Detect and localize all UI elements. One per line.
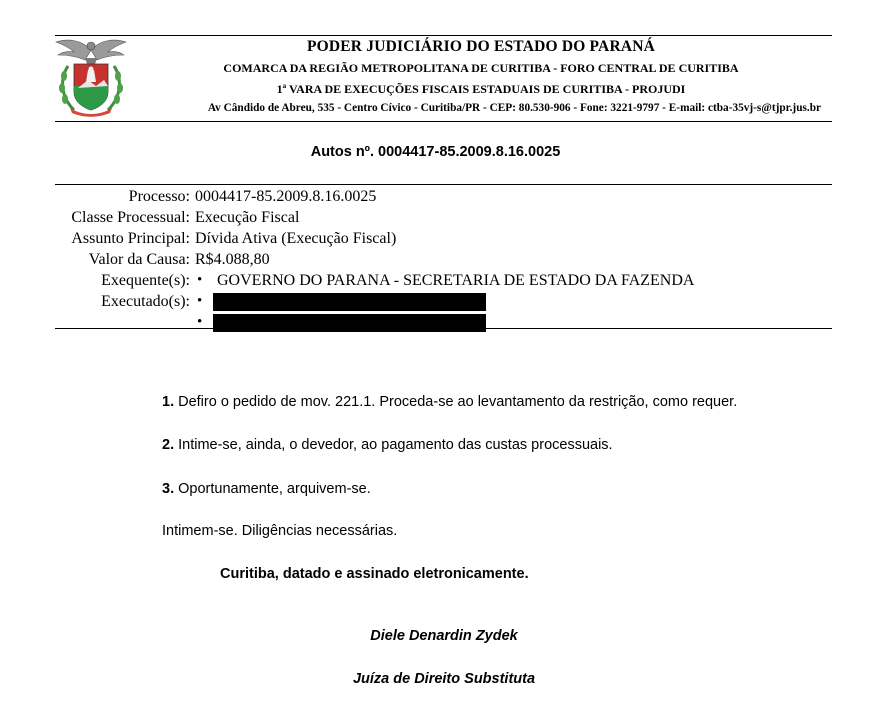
address-line: Av Cândido de Abreu, 535 - Centro Cívico - Curitiba/PR - CEP: 80.530-906 - Fone: 3221-9797 - E-mail: ctba-35vj-s@tjpr.jus.br [207,102,821,114]
bullet-icon: • [197,272,203,288]
valor-value: R$4.088,80 [195,251,270,268]
closing-text: Intimem-se. Diligências necessárias. [162,523,398,539]
autos-number: Autos nº. 0004417-85.2009.8.16.0025 [310,144,561,160]
classe-value: Execução Fiscal [195,209,300,226]
case-info [55,186,694,333]
bullet-icon: • [197,293,203,309]
paragraph-3-number: 3. [162,481,175,497]
executado-label: Executado(s): [101,293,190,310]
assunto-label: Assunto Principal: [71,230,190,247]
assunto-row [55,228,694,249]
classe-row [55,207,694,228]
paragraph-1-number: 1. [162,394,175,410]
exequente-label: Exequente(s): [101,272,190,289]
classe-label: Classe Processual: [71,209,190,226]
header-bottom-rule [55,121,832,122]
exequente-row [55,270,694,291]
bullet-icon: • [197,314,203,330]
parana-coat-of-arms-icon [52,36,130,118]
redacted-block [213,293,486,311]
exequente-value: GOVERNO DO PARANA - SECRETARIA DE ESTADO DA FAZENDA [217,272,695,289]
paragraph-1 [162,394,737,410]
paragraph-2-number: 2. [162,437,175,453]
valor-row [55,249,694,270]
signer-role: Juíza de Direito Substituta [352,671,536,687]
processo-row [55,186,694,207]
valor-label: Valor da Causa: [88,251,190,268]
signer-name: Diele Denardin Zydek [370,628,518,644]
processo-value: 0004417-85.2009.8.16.0025 [195,188,377,205]
info-top-rule [55,184,832,185]
paragraph-3 [162,481,371,497]
paragraph-3-text: Oportunamente, arquivem-se. [174,481,371,497]
paragraph-2-text: Intime-se, ainda, o devedor, ao pagamento das custas processuais. [174,437,613,453]
city-date-line: Curitiba, datado e assinado eletronicamente. [220,566,529,582]
processo-label: Processo: [128,188,190,205]
paragraph-1-text: Defiro o pedido de mov. 221.1. Proceda-se ao levantamento da restrição, como requer. [174,394,738,410]
info-bottom-rule [55,328,832,329]
executado-row-2 [55,312,694,333]
assunto-value: Dívida Ativa (Execução Fiscal) [195,230,397,247]
header-top-rule [55,35,832,36]
vara-line: 1ª VARA DE EXECUÇÕES FISCAIS ESTADUAIS DE CURITIBA - PROJUDI [276,82,686,96]
comarca-line: COMARCA DA REGIÃO METROPOLITANA DE CURITIBA - FORO CENTRAL DE CURITIBA [223,61,739,75]
executado-row [55,291,694,312]
paragraph-2 [162,437,613,453]
court-title: PODER JUDICIÁRIO DO ESTADO DO PARANÁ [306,38,656,55]
